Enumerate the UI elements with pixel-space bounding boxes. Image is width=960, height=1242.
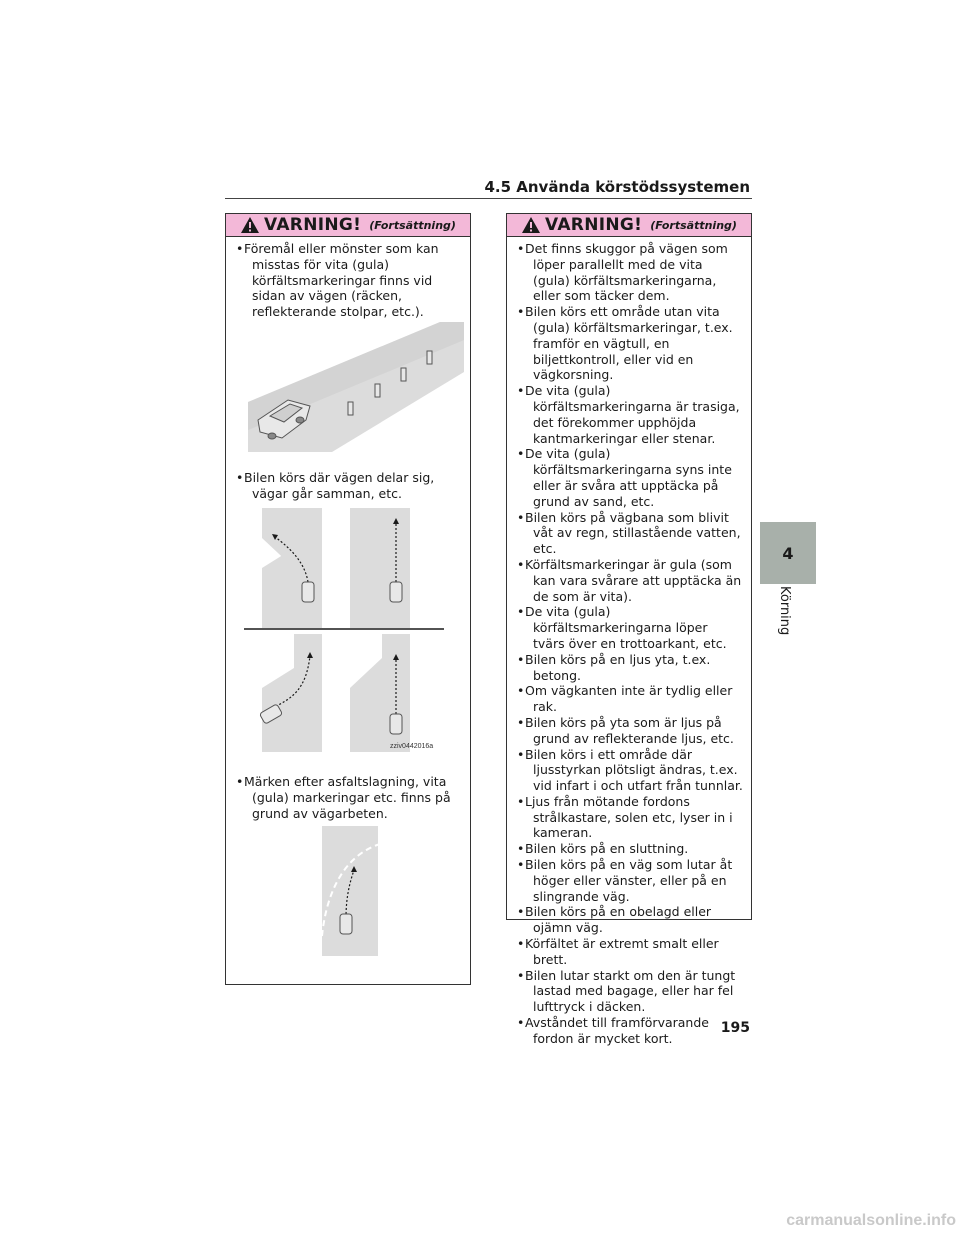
list-item: • Bilen lutar starkt om den är tungt lastad med bagage, eller har fel lufttryck i däcken.	[517, 968, 743, 1015]
chapter-tab[interactable]	[760, 522, 816, 584]
list-item: • Bilen körs på yta som är ljus på grund av reflekterande ljus, etc.	[517, 715, 743, 747]
warning-triangle-icon	[521, 216, 541, 234]
figure-road-marks	[322, 826, 382, 956]
list-item: • Det finns skuggor på vägen som löper parallellt med de vita (gula) körfältsmarkeringarna, eller som täcker dem.	[517, 241, 743, 304]
watermark: carmanualsonline.info	[786, 1212, 956, 1229]
warning-triangle-icon	[240, 216, 260, 234]
list-item: • Bilen körs där vägen delar sig, vägar går samman, etc.	[236, 470, 462, 502]
warning-title: VARNING!	[545, 215, 643, 235]
list-item: • Märken efter asfaltslagning, vita (gula) markeringar etc. finns på grund av vägarbeten.	[236, 774, 462, 821]
chapter-label	[768, 586, 808, 646]
section-title: 4.5 Använda körstödssystemen	[484, 178, 750, 196]
chapter-number: 4	[782, 543, 794, 563]
list-item: • Körfältet är extremt smalt eller brett.	[517, 936, 743, 968]
list-item: • Bilen körs i ett område där ljusstyrkan plötsligt ändras, t.ex. vid infart i och utfart från tunnlar.	[517, 747, 743, 794]
figure-roadside-posts	[248, 320, 464, 452]
list-item: • Bilen körs på en sluttning.	[517, 841, 743, 857]
list-item: • Bilen körs på en ljus yta, t.ex. betong.	[517, 652, 743, 684]
list-item: • De vita (gula) körfältsmarkeringarna syns inte eller är svåra att upptäcka på grund av sand, etc.	[517, 446, 743, 509]
list-item: • Avståndet till framförvarande fordon är mycket kort.	[517, 1015, 743, 1047]
warning-title: VARNING!	[264, 215, 362, 235]
warning-header-right	[507, 214, 751, 237]
warning-header-left	[226, 214, 470, 237]
warning-box-left	[225, 213, 471, 985]
chapter-label-text: Körning	[777, 586, 792, 636]
figure-code: zziv0442016a	[390, 743, 434, 750]
warning-continued: (Fortsättning)	[369, 218, 456, 232]
list-item: • De vita (gula) körfältsmarkeringarna är trasiga, det förekommer upphöjda kantmarkeringar eller stenar.	[517, 383, 743, 446]
list-item: • Bilen körs på en obelagd eller ojämn väg.	[517, 904, 743, 936]
list-item: • Föremål eller mönster som kan misstas för vita (gula) körfältsmarkeringar finns vid sidan av vägen (räcken, reflekterande stolpar, etc.).	[236, 241, 462, 320]
list-item: • Om vägkanten inte är tydlig eller rak.	[517, 683, 743, 715]
header-divider	[225, 198, 752, 199]
list-item: • Bilen körs på en väg som lutar åt höger eller vänster, eller på en slingrande väg.	[517, 857, 743, 904]
list-item: • Bilen körs ett område utan vita (gula) körfältsmarkeringar, t.ex. framför en vägtull, en biljettkontroll, eller vid en vägkorsning.	[517, 304, 743, 383]
list-item: • De vita (gula) körfältsmarkeringarna löper tvärs över en trottoarkant, etc.	[517, 604, 743, 651]
page-number: 195	[720, 1020, 750, 1036]
list-item: • Ljus från mötande fordons strålkastare, solen etc, lyser in i kameran.	[517, 794, 743, 841]
list-item: • Körfältsmarkeringar är gula (som kan vara svårare att upptäcka än de som är vita).	[517, 557, 743, 604]
list-item: • Bilen körs på vägbana som blivit våt av regn, stillastående vatten, etc.	[517, 510, 743, 557]
figure-road-split-merge	[244, 508, 444, 756]
warning-continued: (Fortsättning)	[650, 218, 737, 232]
